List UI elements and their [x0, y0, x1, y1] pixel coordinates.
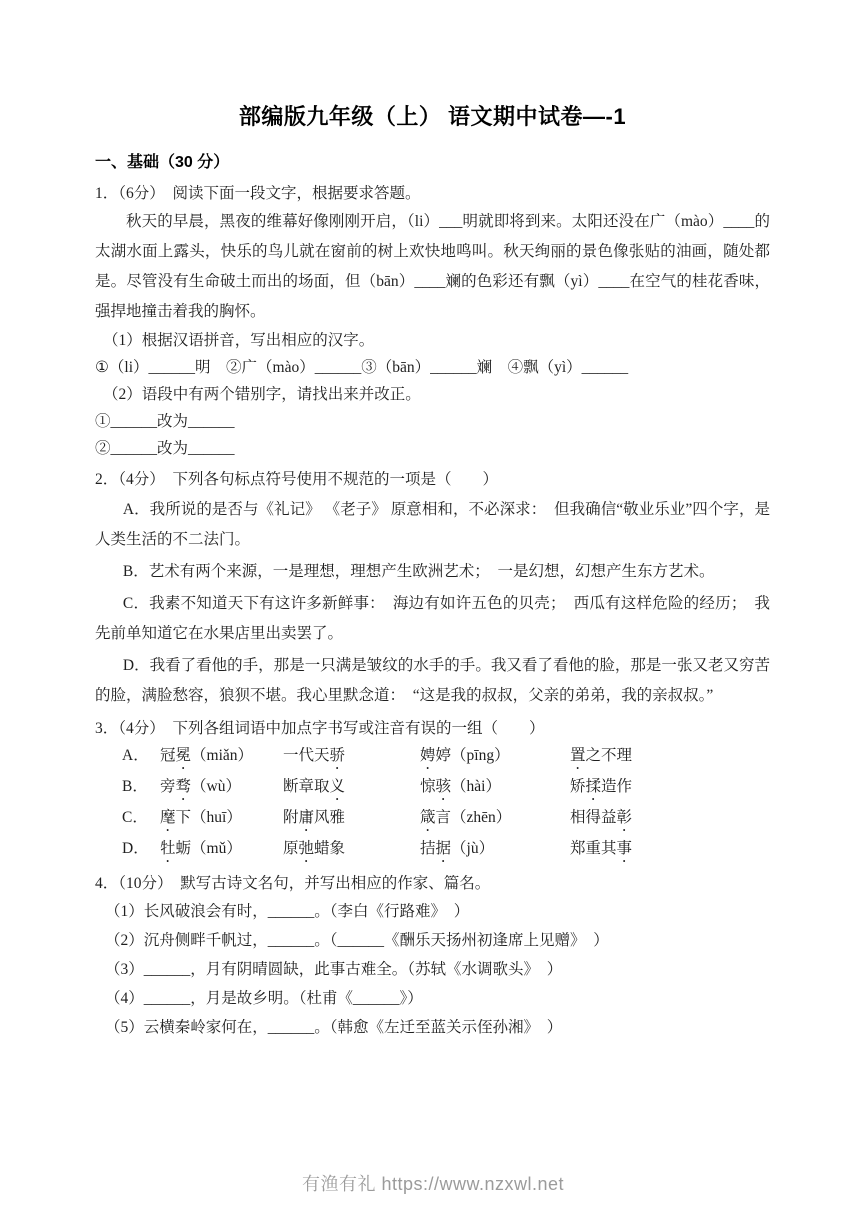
q3-word [570, 773, 770, 804]
q3-word-dotted-char: 揉 [585, 778, 602, 795]
q3-word-dotted-char: 娉 [420, 747, 436, 764]
q3-word-dotted-char: 骇 [435, 778, 452, 795]
page-title: 部编版九年级（上） 语文期中试卷—-1 [238, 104, 627, 129]
q2-option-d: D．我看了看他的手，那是一只满是皱纹的水手的手。我又看了看他的脸，那是一张又老又穷苦的脸，满脸愁容，狼狈不堪。我心里默念道： “这是我的叔叔，父亲的弟弟，我的亲叔叔。” [95, 657, 770, 704]
q3-option-d [95, 835, 770, 866]
q3-word-dotted-char: 庸 [298, 809, 315, 826]
q3-word-post: 蛎（mǔ） [175, 840, 242, 857]
q3-option-a [95, 742, 770, 773]
q4-item-5: （5）云横秦岭家何在，______。（韩愈《左迁至蓝关示侄孙湘》 ） [105, 1019, 563, 1036]
q3-option-c [95, 804, 770, 835]
q3-word-pre: 附 [283, 809, 299, 826]
q3-word [420, 773, 570, 804]
q3-word-dotted-char: 冕 [175, 747, 192, 764]
q3-word-dotted-char: 彰 [616, 809, 633, 826]
q3-word [160, 773, 283, 804]
q3-option-c-label: C． [122, 809, 148, 826]
q3-word-dotted-char: 置 [570, 747, 586, 764]
q3-word-pre: 拮 [420, 840, 436, 857]
q3-word-post: （miǎn） [191, 747, 254, 764]
q3-word [283, 835, 420, 866]
q3-word-pre: 冠 [160, 747, 176, 764]
q4-item-1: （1）长风破浪会有时，______。（李白《行路难》 ） [105, 903, 470, 920]
q3-word-dotted-char: 牡 [160, 840, 176, 857]
q4-stem: 4．（10分） 默写古诗文名句，并写出相应的作家、篇名。 [95, 875, 491, 892]
q3-word-dotted-char: 骛 [175, 778, 192, 795]
q3-word-post: 蜡象 [314, 840, 346, 857]
q3-word [570, 804, 770, 835]
q4-item-3: （3）______，月有阴晴圆缺，此事古难全。（苏轼《水调歌头》 ） [105, 961, 563, 978]
q3-word-pre: 郑重其 [570, 840, 617, 857]
q3-word-dotted-char: 弛 [298, 840, 315, 857]
q3-word [570, 835, 770, 866]
watermark-footer: 有渔有礼 https://www.nzxwl.net [301, 1174, 565, 1194]
q1-correction-line-2: ②______改为______ [95, 440, 235, 457]
exam-page [0, 102, 866, 1224]
q2-option-a: A．我所说的是否与《礼记》 《老子》 原意相和，不必深求： 但我确信“敬业乐业”四个字，是人类生活的不二法门。 [95, 501, 770, 548]
q3-word [160, 835, 283, 866]
q3-word-post: 下（huī） [175, 809, 242, 826]
q3-word-dotted-char: 箴 [420, 809, 436, 826]
q1-subquestion-2: （2）语段中有两个错别字，请找出来并改正。 [103, 386, 421, 403]
q3-word [283, 773, 420, 804]
q3-word-dotted-char: 义 [329, 778, 346, 795]
q3-word [160, 742, 283, 773]
q3-word-pre: 一代天 [283, 747, 330, 764]
q3-word-dotted-char: 麾 [160, 809, 176, 826]
q3-word-dotted-char: 据 [435, 840, 452, 857]
q3-word-post: （wù） [191, 778, 241, 795]
q2-option-b: B．艺术有两个来源，一是理想，理想产生欧洲艺术； 一是幻想，幻想产生东方艺术。 [122, 563, 715, 580]
section-heading: 一、基础（30 分） [95, 154, 230, 171]
q4-item-2: （2）沉舟侧畔千帆过，______。（______《酬乐天扬州初逢席上见赠》 ） [105, 932, 609, 949]
q3-word-pre: 惊 [420, 778, 436, 795]
q1-stem: 1．（6分） 阅读下面一段文字，根据要求答题。 [95, 185, 421, 202]
q3-word-post: 造作 [601, 778, 633, 795]
q1-pinyin-blanks-line: ①（li）______明 ②广（mào）______③（bān）______斓 ④飘（yì）______ [95, 359, 629, 376]
q3-word [420, 835, 570, 866]
q3-word-dotted-char: 骄 [329, 747, 346, 764]
q3-word [420, 742, 570, 773]
q3-option-d-label: D． [122, 840, 149, 857]
q3-word-pre: 原 [283, 840, 299, 857]
q1-subquestion-1: （1）根据汉语拼音，写出相应的汉字。 [103, 332, 375, 349]
q3-word [160, 804, 283, 835]
q3-word [283, 804, 420, 835]
q4-item-4: （4）______，月是故乡明。（杜甫《______》） [105, 990, 423, 1007]
q3-word-post: 婷（pīng） [435, 747, 510, 764]
q3-option-b [95, 773, 770, 804]
q2-stem: 2．（4分） 下列各句标点符号使用不规范的一项是（ ） [95, 471, 499, 488]
q3-word-pre: 相得益 [570, 809, 617, 826]
q2-option-c: C．我素不知道天下有这许多新鲜事： 海边有如许五色的贝壳； 西瓜有这样危险的经历； 我先前单知道它在水果店里出卖罢了。 [95, 595, 770, 642]
q3-word-dotted-char: 事 [616, 840, 633, 857]
q3-word-pre: 旁 [160, 778, 176, 795]
q3-word [420, 804, 570, 835]
q1-correction-line-1: ①______改为______ [95, 413, 235, 430]
q3-stem: 3．（4分） 下列各组词语中加点字书写或注音有误的一组（ ） [95, 720, 545, 737]
q3-word-post: 之不理 [585, 747, 633, 764]
q1-passage: 秋天的早晨，黑夜的维幕好像刚刚开启，（li）___明就即将到来。太阳还没在广（mào）____的太湖水面上露头，快乐的鸟儿就在窗前的树上欢快地鸣叫。秋天绚丽的景色像张贴的油画，随处都是。尽管没有生命破土而出的场面，但（bān）____斓的色彩还有飘（yì）____在空气的桂花香味，强捍地撞击着我的胸怀。 [95, 213, 770, 320]
q3-word-post: 言（zhēn） [435, 809, 512, 826]
q3-word-post: （jù） [451, 840, 495, 857]
q3-word-pre: 断章取 [283, 778, 330, 795]
q3-option-b-label: B． [122, 778, 148, 795]
q3-option-a-label: A． [122, 747, 149, 764]
q3-word-post: （hài） [451, 778, 501, 795]
q3-word-pre: 矫 [570, 778, 586, 795]
q3-word-post: 风雅 [314, 809, 346, 826]
q3-word [570, 742, 770, 773]
q3-word [283, 742, 420, 773]
